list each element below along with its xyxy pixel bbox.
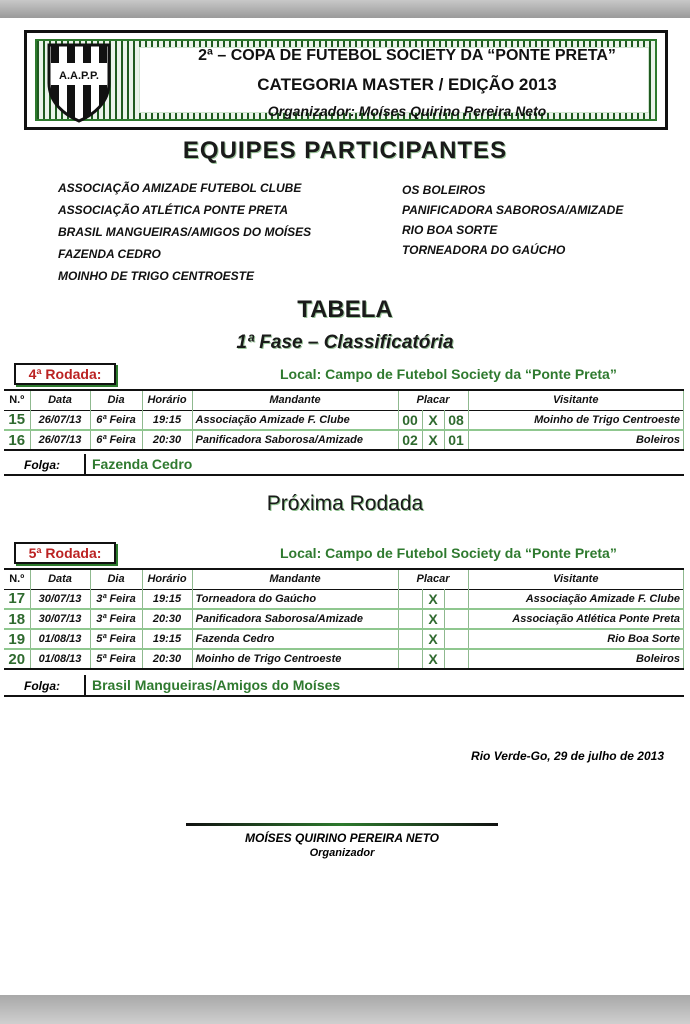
folga-team: Fazenda Cedro [92, 456, 193, 472]
signature-role: Organizador [309, 847, 375, 859]
score-x: X [422, 629, 444, 649]
game-time: 19:15 [142, 629, 192, 649]
col-horario: Horário [142, 390, 192, 410]
home-score [398, 589, 422, 609]
col-data: Data [30, 390, 90, 410]
game-number: 16 [4, 430, 30, 450]
game-date: 01/08/13 [30, 629, 90, 649]
score-x: X [422, 410, 444, 430]
home-score [398, 649, 422, 669]
rodada-4-label: 4ª Rodada: [14, 363, 116, 385]
header-box [24, 30, 668, 130]
team-item: ASSOCIAÇÃO AMIZADE FUTEBOL CLUBE [58, 181, 302, 195]
game-day: 3ª Feira [90, 589, 142, 609]
bottom-decorative-bar [0, 995, 690, 1024]
team-item: TORNEADORA DO GAÚCHO [402, 243, 566, 257]
table-row [4, 609, 684, 629]
away-team: Moinho de Trigo Centroeste [468, 410, 684, 430]
game-time: 20:30 [142, 609, 192, 629]
game-date: 26/07/13 [30, 430, 90, 450]
game-time: 20:30 [142, 430, 192, 450]
header-category: CATEGORIA MASTER / EDIÇÃO 2013 [257, 75, 557, 94]
club-crest-logo [41, 39, 117, 123]
proxima-rodada-title: Próxima Rodada [266, 492, 424, 515]
away-score [444, 589, 468, 609]
rodada-4-local: Local: Campo de Futebol Society da “Ponte Preta” [280, 366, 617, 382]
away-score [444, 609, 468, 629]
home-score [398, 609, 422, 629]
game-number: 20 [4, 649, 30, 669]
home-team: Fazenda Cedro [192, 629, 398, 649]
game-time: 20:30 [142, 649, 192, 669]
away-team: Associação Amizade F. Clube [468, 589, 684, 609]
col-dia: Dia [90, 569, 142, 589]
fase-title: 1ª Fase – Classificatória [236, 332, 454, 353]
rodada-4-table [4, 389, 684, 451]
rodada-5-local: Local: Campo de Futebol Society da “Ponte Preta” [280, 545, 617, 561]
table-row [4, 629, 684, 649]
score-x: X [422, 430, 444, 450]
game-date: 30/07/13 [30, 609, 90, 629]
away-team: Boleiros [468, 430, 684, 450]
game-number: 15 [4, 410, 30, 430]
signature-line [186, 823, 498, 826]
away-score [444, 649, 468, 669]
home-team: Panificadora Saborosa/Amizade [192, 430, 398, 450]
team-item: OS BOLEIROS [402, 183, 486, 197]
col-n: N.º [4, 569, 30, 589]
team-item: MOINHO DE TRIGO CENTROESTE [58, 269, 255, 283]
rodada-5-folga [4, 675, 684, 697]
signature-name: MOÍSES QUIRINO PEREIRA NETO [244, 831, 440, 845]
table-row [4, 430, 684, 450]
col-horario: Horário [142, 569, 192, 589]
home-score: 00 [398, 410, 422, 430]
col-data: Data [30, 569, 90, 589]
game-time: 19:15 [142, 410, 192, 430]
header-organizer: Organizador: Moíses Quirino Pereira Neto [267, 103, 547, 119]
col-dia: Dia [90, 390, 142, 410]
table-header-row [4, 390, 684, 410]
score-x: X [422, 649, 444, 669]
rodada-5-label: 5ª Rodada: [14, 542, 116, 564]
game-number: 17 [4, 589, 30, 609]
rodada-5-table [4, 568, 684, 670]
game-date: 30/07/13 [30, 589, 90, 609]
game-day: 6ª Feira [90, 430, 142, 450]
game-day: 5ª Feira [90, 629, 142, 649]
away-score: 08 [444, 410, 468, 430]
table-row [4, 649, 684, 669]
folga-team: Brasil Mangueiras/Amigos do Moíses [92, 677, 341, 693]
folga-divider [84, 454, 86, 476]
folga-label: Folga: [24, 679, 60, 693]
col-visitante: Visitante [468, 390, 684, 410]
tabela-title: TABELA [297, 296, 393, 323]
col-mandante: Mandante [192, 569, 398, 589]
team-item: FAZENDA CEDRO [58, 247, 161, 261]
equipes-title: EQUIPES PARTICIPANTES [182, 137, 508, 164]
date-line: Rio Verde-Go, 29 de julho de 2013 [471, 749, 664, 763]
home-team: Panificadora Saborosa/Amizade [192, 609, 398, 629]
folga-divider [84, 675, 86, 697]
top-decorative-bar [0, 0, 690, 18]
home-team: Moinho de Trigo Centroeste [192, 649, 398, 669]
team-item: BRASIL MANGUEIRAS/AMIGOS DO MOÍSES [58, 225, 312, 239]
away-team: Associação Atlética Ponte Preta [468, 609, 684, 629]
team-item: PANIFICADORA SABOROSA/AMIZADE [402, 203, 624, 217]
game-number: 19 [4, 629, 30, 649]
table-row [4, 410, 684, 430]
col-placar: Placar [398, 390, 468, 410]
folga-label: Folga: [24, 458, 60, 472]
home-team: Associação Amizade F. Clube [192, 410, 398, 430]
col-visitante: Visitante [468, 569, 684, 589]
game-date: 01/08/13 [30, 649, 90, 669]
table-row [4, 589, 684, 609]
game-time: 19:15 [142, 589, 192, 609]
team-item: ASSOCIAÇÃO ATLÉTICA PONTE PRETA [58, 203, 289, 217]
logo-lettering: A.A.P.P. [59, 70, 99, 82]
away-score: 01 [444, 430, 468, 450]
score-x: X [422, 609, 444, 629]
home-team: Torneadora do Gaúcho [192, 589, 398, 609]
game-date: 26/07/13 [30, 410, 90, 430]
game-day: 5ª Feira [90, 649, 142, 669]
home-score [398, 629, 422, 649]
col-placar: Placar [398, 569, 468, 589]
team-item: RIO BOA SORTE [402, 223, 498, 237]
rodada-4-folga [4, 454, 684, 476]
table-header-row [4, 569, 684, 589]
col-n: N.º [4, 390, 30, 410]
score-x: X [422, 589, 444, 609]
game-day: 3ª Feira [90, 609, 142, 629]
col-mandante: Mandante [192, 390, 398, 410]
game-day: 6ª Feira [90, 410, 142, 430]
away-team: Boleiros [468, 649, 684, 669]
away-score [444, 629, 468, 649]
away-team: Rio Boa Sorte [468, 629, 684, 649]
game-number: 18 [4, 609, 30, 629]
header-title: 2ª – COPA DE FUTEBOL SOCIETY DA “PONTE PRETA” [198, 47, 616, 64]
home-score: 02 [398, 430, 422, 450]
